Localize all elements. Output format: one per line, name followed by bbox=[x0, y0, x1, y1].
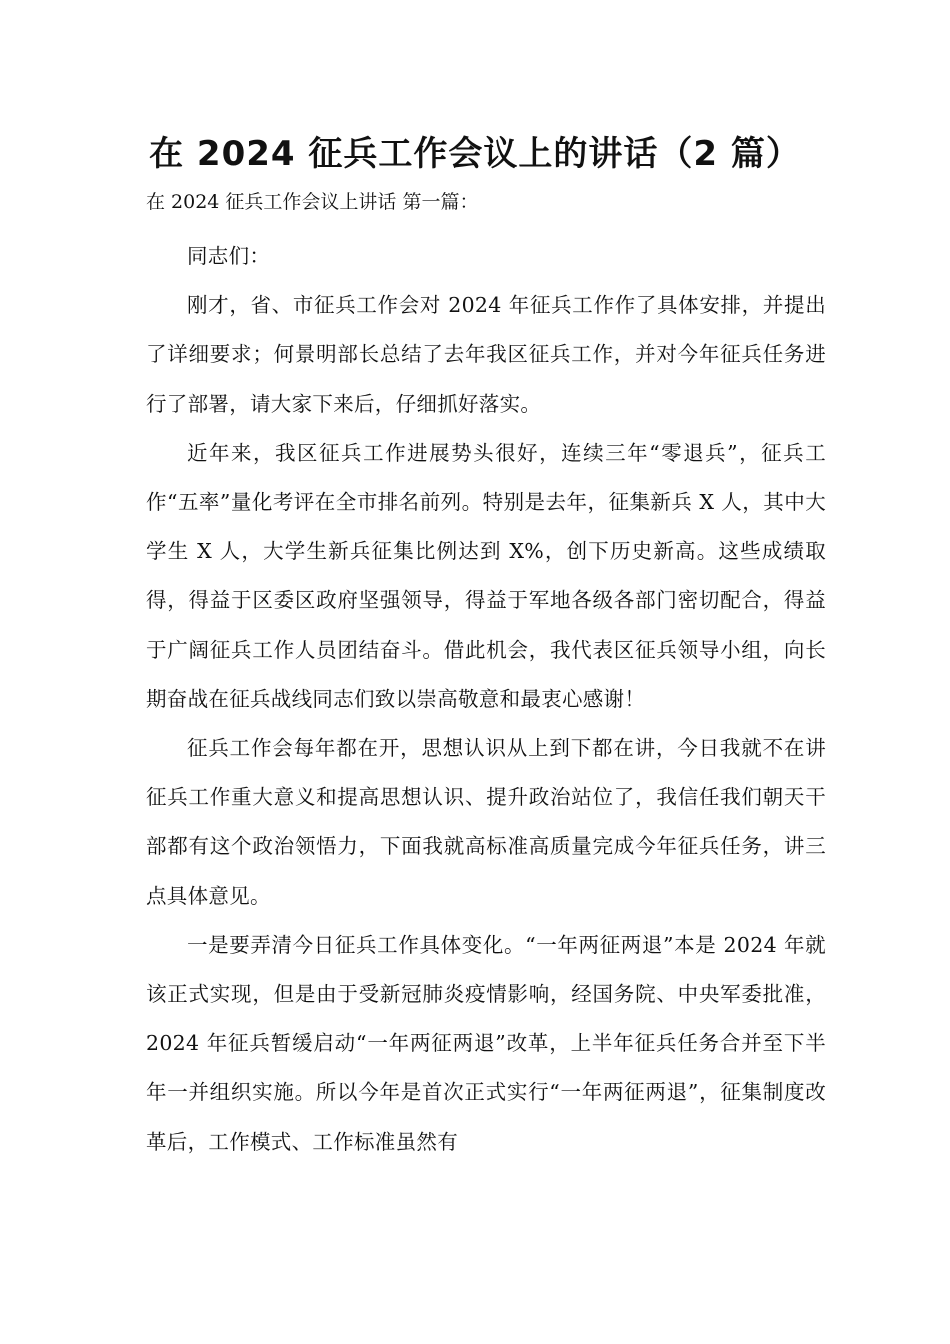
paragraph: 刚才，省、市征兵工作会对 2024 年征兵工作作了具体安排，并提出了详细要求；何景明部长总结了去年我区征兵工作，并对今年征兵任务进行了部署，请大家下来后，仔细抓好落实。 bbox=[146, 293, 826, 416]
document-body bbox=[146, 232, 826, 1167]
paragraph: 征兵工作会每年都在开，思想认识从上到下都在讲，今日我就不在讲征兵工作重大意义和提高思想认识、提升政治站位了，我信任我们朝天干部都有这个政治领悟力，下面我就高标准高质量完成今年征兵任务，讲三点具体意见。 bbox=[146, 736, 826, 908]
document-subtitle: 在 2024 征兵工作会议上讲话 第一篇： bbox=[146, 191, 479, 213]
document-title: 在 2024 征兵工作会议上的讲话（2 篇） bbox=[149, 134, 801, 174]
paragraph-greeting: 同志们： bbox=[187, 244, 271, 268]
paragraph: 近年来，我区征兵工作进展势头很好，连续三年“零退兵”，征兵工作“五率”量化考评在全市排名前列。特别是去年，征集新兵 X 人，其中大学生 X 人，大学生新兵征集比例达到 X%，创下历史新高。这些成绩取得，得益于区委区政府坚强领导，得益于军地各级各部门密切配合，得益于广阔征兵工作人员团结奋斗。借此机会，我代表区征兵领导小组，向长期奋战在征兵战线同志们致以崇高敬意和最衷心感谢！ bbox=[146, 440, 826, 711]
paragraph: 一是要弄清今日征兵工作具体变化。“一年两征两退”本是 2024 年就该正式实现，但是由于受新冠肺炎疫情影响，经国务院、中央军委批准，2024 年征兵暂缓启动“一年两征两退”改革，上半年征兵任务合并至下半年一并组织实施。所以今年是首次正式实行“一年两征两退”，征集制度改革后，工作模式、工作标准虽然有 bbox=[146, 932, 826, 1154]
